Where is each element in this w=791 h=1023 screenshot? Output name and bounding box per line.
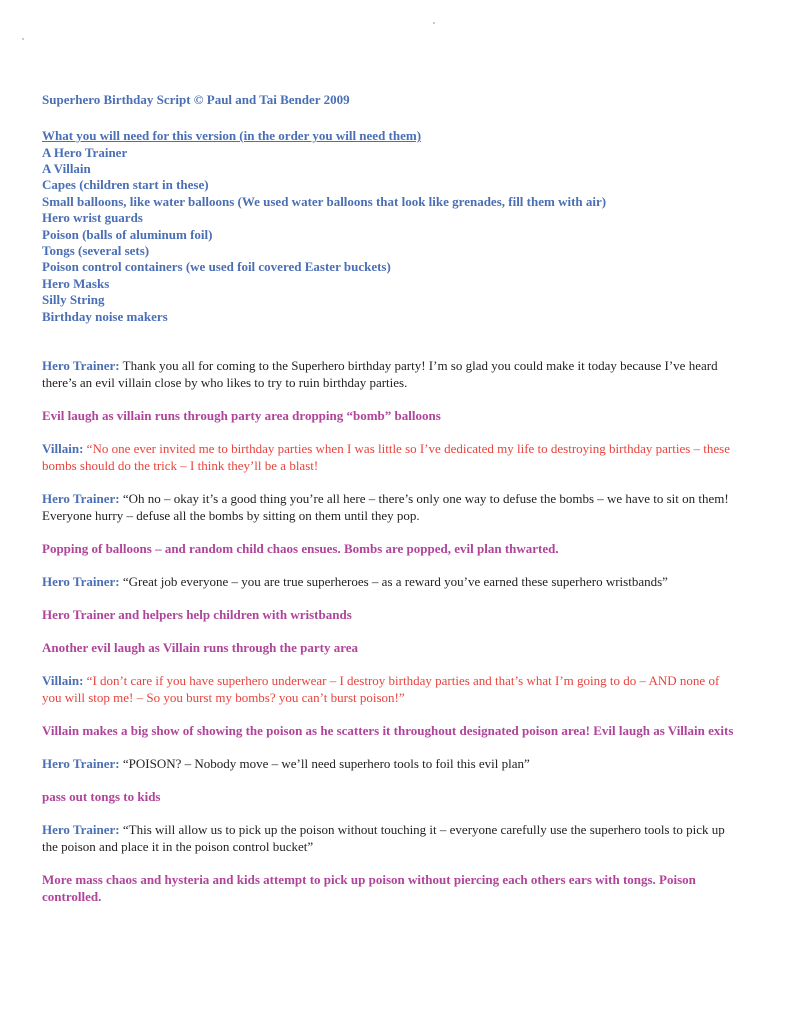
needs-item: Silly String [42, 292, 105, 308]
script-page [42, 92, 742, 921]
trainer-speech: Thank you all for coming to the Superhero birthday party! I’m so glad you could make it today because I’ve heard there’s an evil villain close by who likes to try to ruin birthday parties. [42, 357, 718, 390]
speaker-label: Hero Trainer: [42, 821, 120, 837]
villain-speech: “No one ever invited me to birthday parties when I was little so I’ve dedicated my life to destroying birthday parties – these bombs should do the trick – I think they’ll be a blast! [42, 440, 730, 473]
stage-direction: pass out tongs to kids [42, 788, 161, 804]
villain-line [42, 672, 742, 706]
needs-item: Capes (children start in these) [42, 177, 209, 193]
trainer-line [42, 755, 742, 772]
trainer-line [42, 821, 742, 855]
speaker-label: Hero Trainer: [42, 490, 120, 506]
trainer-speech: “POISON? – Nobody move – we’ll need superhero tools to foil this evil plan” [122, 755, 530, 771]
speaker-label: Villain: [42, 440, 84, 456]
needs-item: Hero Masks [42, 275, 110, 291]
script-body [42, 357, 742, 905]
needs-item: Hero wrist guards [42, 210, 143, 226]
trainer-speech: “This will allow us to pick up the poison without touching it – everyone carefully use the superhero tools to pick up the poison and place it in the poison control bucket” [42, 821, 725, 854]
stage-direction: Villain makes a big show of showing the poison as he scatters it throughout designated poison area! Evil laugh as Villain exits [42, 722, 734, 738]
needs-item: Poison (balls of aluminum foil) [42, 226, 213, 242]
needs-item: A Villain [42, 160, 91, 176]
trainer-line [42, 490, 742, 524]
trainer-speech: “Oh no – okay it’s a good thing you’re all here – there’s only one way to defuse the bombs – we have to sit on them! Everyone hurry – defuse all the bombs by sitting on them until they pop. [42, 490, 729, 523]
stage-direction: Evil laugh as villain runs through party area dropping “bomb” balloons [42, 407, 441, 423]
speaker-label: Hero Trainer: [42, 755, 120, 771]
stage-direction: Hero Trainer and helpers help children with wristbands [42, 606, 352, 622]
trainer-line [42, 357, 742, 391]
scan-speck [433, 22, 435, 24]
speaker-label: Hero Trainer: [42, 357, 120, 373]
trainer-line [42, 573, 742, 590]
needs-item: Tongs (several sets) [42, 242, 150, 258]
trainer-speech: “Great job everyone – you are true superheroes – as a reward you’ve earned these superhero wristbands” [122, 573, 668, 589]
villain-speech: “I don’t care if you have superhero underwear – I destroy birthday parties and that’s what I’m going to do – AND none of you will stop me! – So you burst my bombs? you can’t burst poison!” [42, 672, 720, 705]
needs-list [42, 145, 742, 325]
document-title: Superhero Birthday Script © Paul and Tai Bender 2009 [42, 92, 350, 107]
needs-item: Small balloons, like water balloons (We used water balloons that look like grenades, fill them with air) [42, 193, 607, 209]
needs-item: Birthday noise makers [42, 308, 168, 324]
speaker-label: Villain: [42, 672, 84, 688]
stage-direction: Another evil laugh as Villain runs through the party area [42, 639, 359, 655]
needs-item: Poison control containers (we used foil covered Easter buckets) [42, 259, 391, 275]
needs-heading: What you will need for this version (in the order you will need them) [42, 128, 422, 143]
stage-direction: Popping of balloons – and random child chaos ensues. Bombs are popped, evil plan thwarted. [42, 540, 559, 556]
villain-line [42, 440, 742, 474]
stage-direction: More mass chaos and hysteria and kids attempt to pick up poison without piercing each others ears with tongs. Poison controlled. [42, 871, 696, 904]
scan-speck [22, 38, 24, 40]
speaker-label: Hero Trainer: [42, 573, 120, 589]
needs-item: A Hero Trainer [42, 144, 128, 160]
needs-section [42, 128, 742, 325]
